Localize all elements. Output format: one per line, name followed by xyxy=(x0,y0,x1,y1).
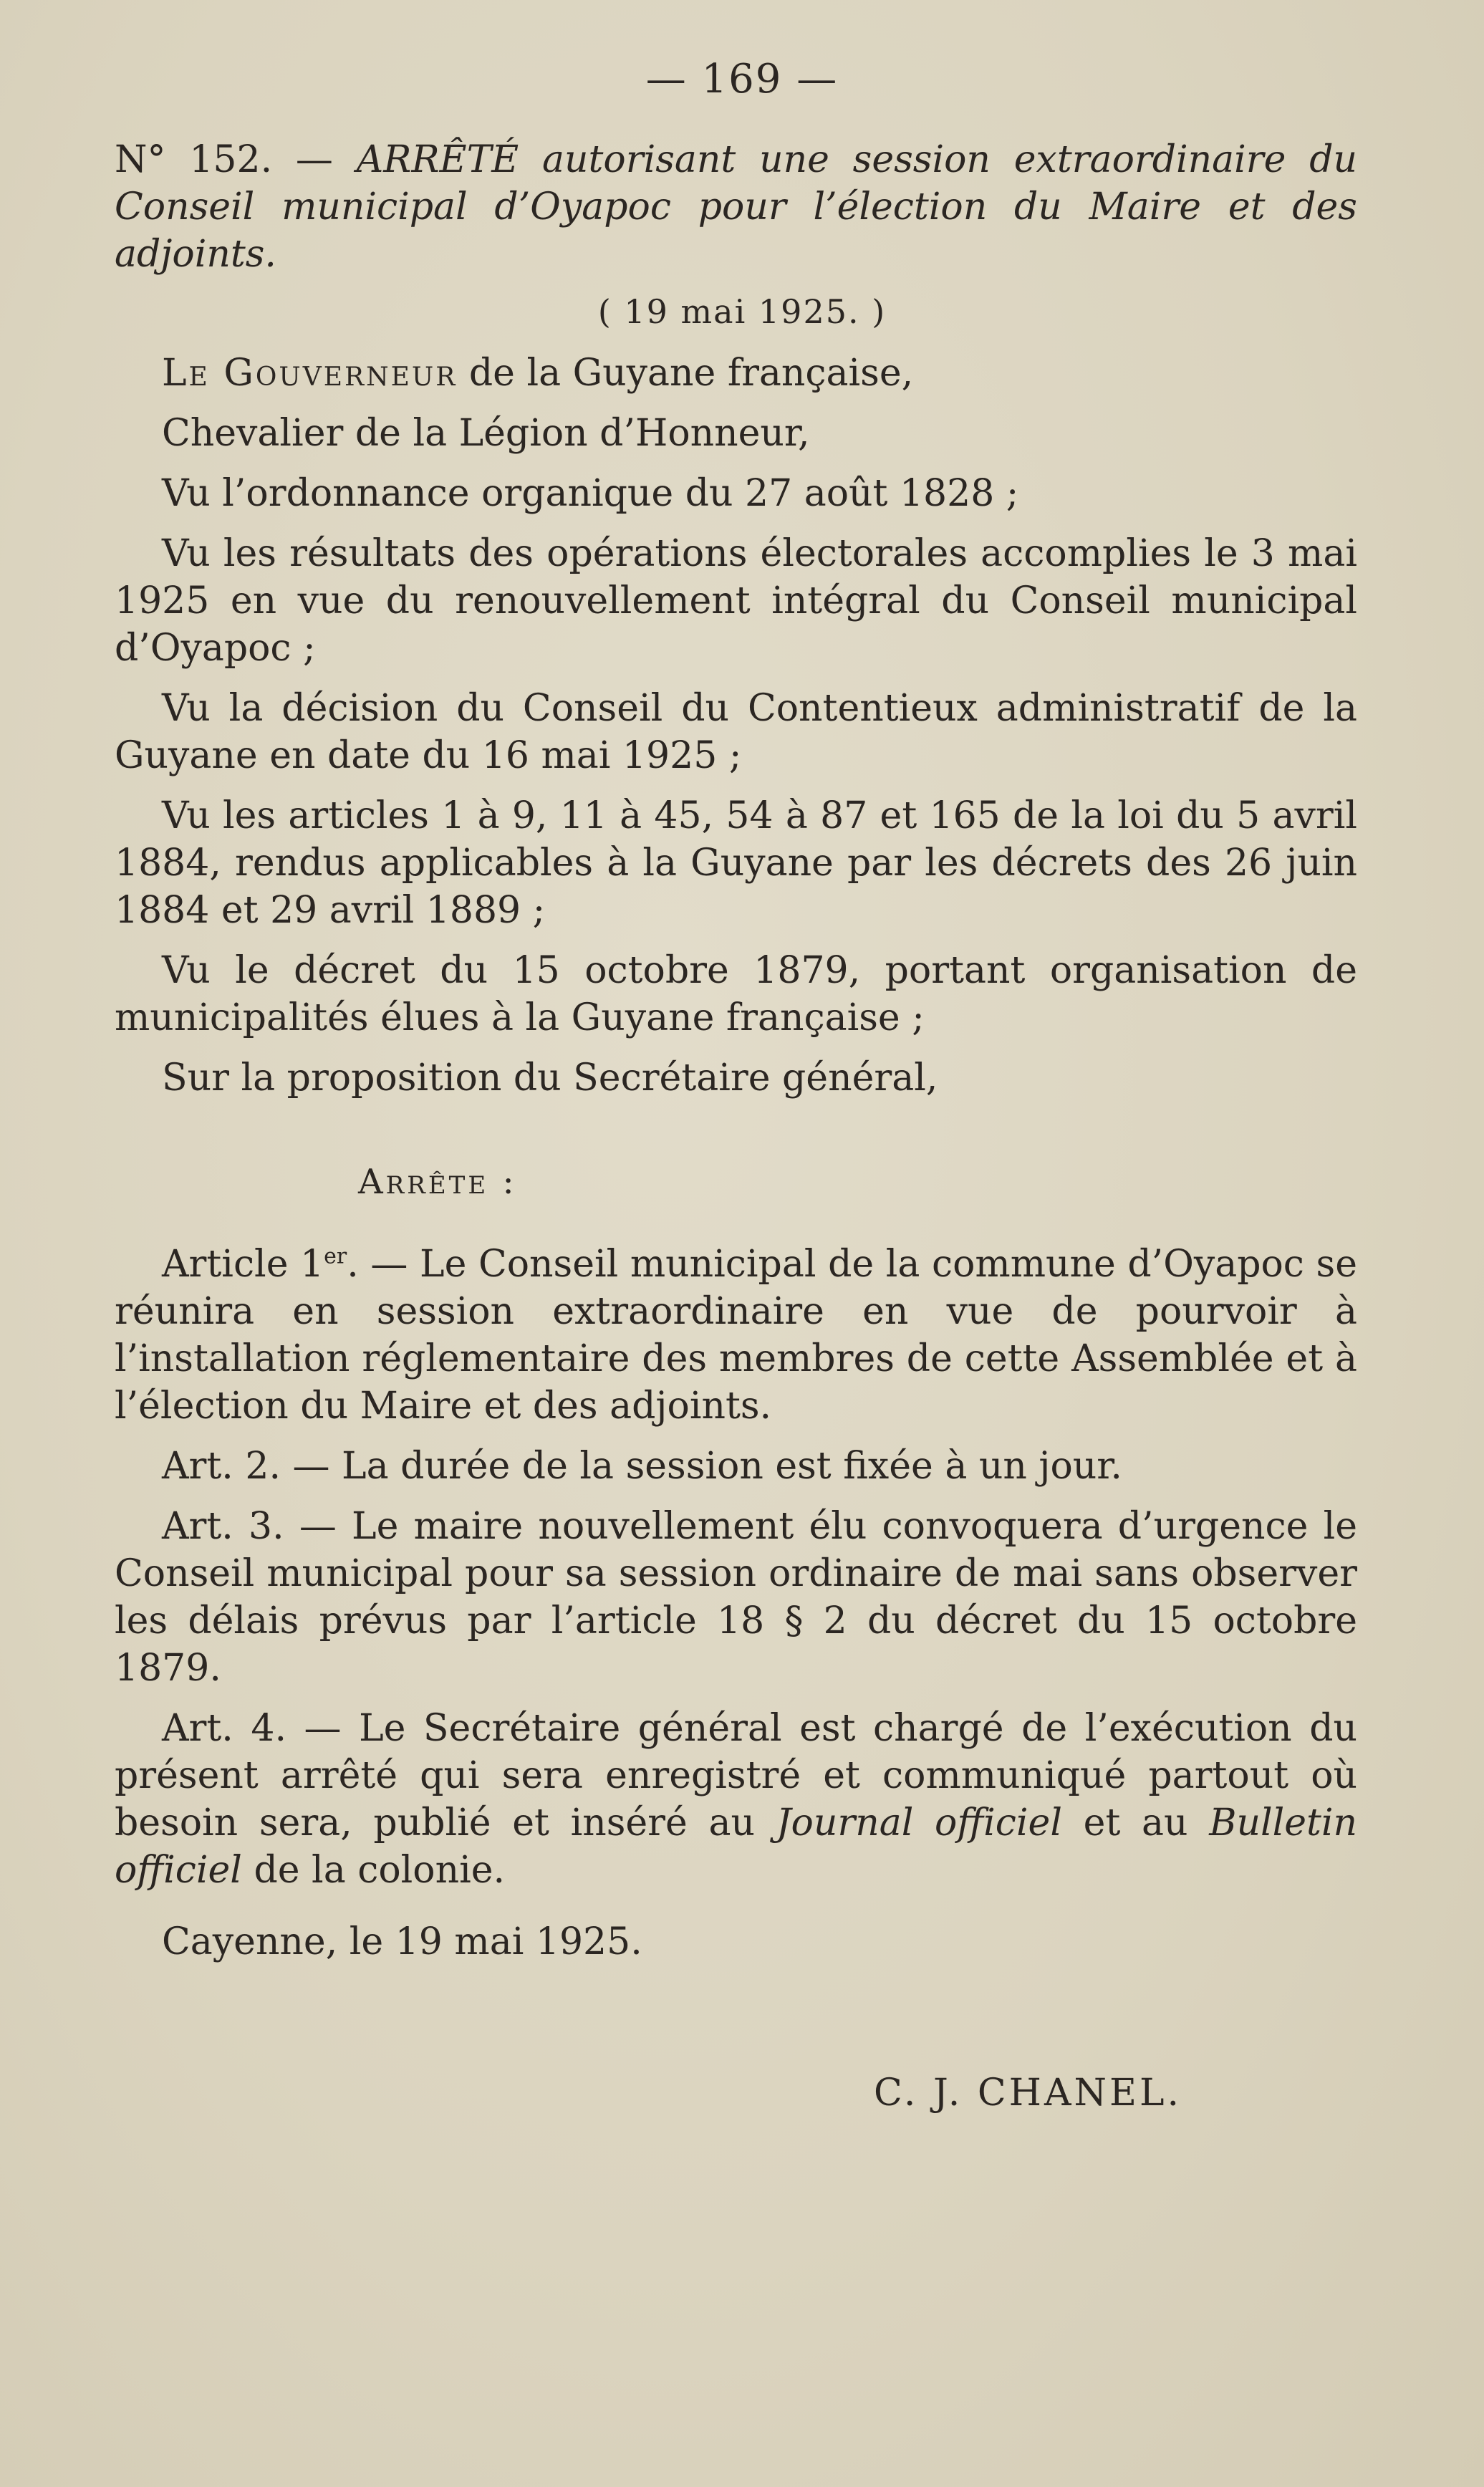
article-4-text-c: de la colonie. xyxy=(241,1849,506,1892)
arrete-number: N° 152. — xyxy=(115,138,333,181)
governor-title: Le Gouverneur xyxy=(162,352,458,395)
arrete-title: ARRÊTÉ autorisant une session extraordinaire du Conseil municipal d’Oyapoc pour l’élection du Maire et des adjoints. xyxy=(115,138,1358,276)
article-4-text-b: et au xyxy=(1061,1801,1210,1844)
articles xyxy=(115,1241,1357,1907)
article-4 xyxy=(115,1705,1357,1894)
arrete-date: ( 19 mai 1925. ) xyxy=(597,292,887,331)
vu-decision: Vu la décision du Conseil du Contentieux administratif de la Guyane en date du 16 mai 1925 ; xyxy=(115,687,1357,777)
article-4-text-a: Art. 4. — Le Secrétaire général est chargé de l’exécution du présent arrêté qui sera enregistré et communiqué partout où besoin sera, publié et inséré au xyxy=(115,1707,1357,1844)
article-1-sup: er xyxy=(324,1244,347,1269)
signature: C. J. CHANEL. xyxy=(874,2072,1182,2115)
vu-ordonnance: Vu l’ordonnance organique du 27 août 1828 ; xyxy=(162,472,1019,515)
place-date: Cayenne, le 19 mai 1925. xyxy=(162,1920,642,1963)
arrete-heading xyxy=(115,136,1357,278)
arrete-label: Arrête : xyxy=(358,1162,517,1202)
article-3: Art. 3. — Le maire nouvellement élu convoquera d’urgence le Conseil municipal pour sa session ordinaire de mai sans observer les délais prévus par l’article 18 § 2 du décret du 15 octobre 1879. xyxy=(115,1505,1357,1690)
page-number: — 169 — xyxy=(645,56,839,102)
preamble xyxy=(115,350,1357,1115)
article-1-label: Article 1 xyxy=(162,1243,324,1286)
chevalier-line: Chevalier de la Légion d’Honneur, xyxy=(162,412,810,455)
article-4-bulletin: Bulletin officiel xyxy=(115,1801,1357,1892)
article-1-text: . — Le Conseil municipal de la commune d’Oyapoc se réunira en session extraordinaire en vue de pourvoir à l’installation réglementaire des membres de cette Assemblée et à l’élection du Maire et des adjoints. xyxy=(115,1243,1358,1428)
article-2: Art. 2. — La durée de la session est fixée à un jour. xyxy=(162,1445,1122,1488)
proposition-line: Sur la proposition du Secrétaire général, xyxy=(162,1057,938,1100)
closing-line xyxy=(115,1918,1357,1978)
vu-articles-loi: Vu les articles 1 à 9, 11 à 45, 54 à 87 et 165 de la loi du 5 avril 1884, rendus applicables à la Guyane par les décrets des 26 juin 1884 et 29 avril 1889 ; xyxy=(115,794,1357,932)
vu-resultats: Vu les résultats des opérations électorales accomplies le 3 mai 1925 en vue du renouvellement intégral du Conseil municipal d’Oyapoc ; xyxy=(115,532,1357,670)
article-1 xyxy=(115,1241,1357,1430)
vu-decret: Vu le décret du 15 octobre 1879, portant organisation de municipalités élues à la Guyane française ; xyxy=(115,949,1357,1039)
article-4-journal: Journal officiel xyxy=(776,1801,1062,1844)
governor-rest: de la Guyane française, xyxy=(457,352,914,395)
governor-line xyxy=(115,350,1357,397)
